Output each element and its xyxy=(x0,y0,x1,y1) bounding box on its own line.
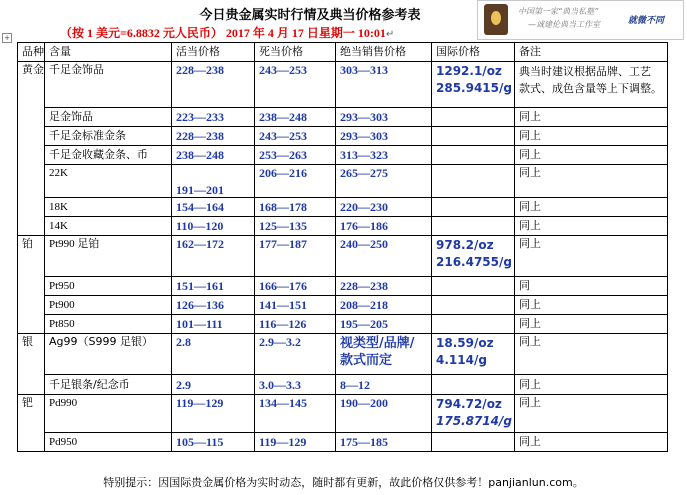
dead-price-cell: 243—253 xyxy=(255,62,336,108)
sale-price-cell: 176—186 xyxy=(336,217,432,236)
note-cell: 同上 xyxy=(515,146,668,165)
sale-price-cell: 195—205 xyxy=(336,315,432,334)
grade-cell: 千足金收藏金条、币 xyxy=(45,146,172,165)
sale-price-cell: 240—250 xyxy=(336,236,432,277)
grade-cell: 千足金饰品 xyxy=(45,62,172,108)
sale-price-cell: 190—200 xyxy=(336,395,432,433)
note-line-1: 典当时建议根据品牌、工艺 xyxy=(519,65,651,78)
intl-price-cell xyxy=(432,236,515,277)
grade-cell: 千足银条/纪念币 xyxy=(45,375,172,395)
table-row xyxy=(18,277,668,296)
intl-price-g: 216.4755/g xyxy=(436,255,512,269)
table-row xyxy=(18,108,668,127)
live-price-cell: 191—201 xyxy=(172,165,255,198)
note-cell: 同上 xyxy=(515,334,668,375)
dead-price-cell: 168—178 xyxy=(255,198,336,217)
note-cell: 同上 xyxy=(515,395,668,433)
studio-logo xyxy=(477,0,684,40)
table-row xyxy=(18,198,668,217)
sale-price-line-2: 款式而定 xyxy=(340,353,393,368)
dead-price-cell: 3.0—3.3 xyxy=(255,375,336,395)
note-cell: 同上 xyxy=(515,198,668,217)
grade-cell: Pt950 xyxy=(45,277,172,296)
live-price-cell: 119—129 xyxy=(172,395,255,433)
live-price-cell: 110—120 xyxy=(172,217,255,236)
live-price-cell: 126—136 xyxy=(172,296,255,315)
note-line-2: 款式、成色含量等上下调整。 xyxy=(519,82,662,95)
sale-price-cell: 293—303 xyxy=(336,108,432,127)
intl-price-g: 175.8714/g xyxy=(436,414,512,428)
sale-price-cell: 208—218 xyxy=(336,296,432,315)
header-kind: 品种 xyxy=(18,43,45,62)
table-move-handle-icon[interactable]: + xyxy=(2,33,12,43)
table-row xyxy=(18,236,668,277)
live-price-cell: 101—111 xyxy=(172,315,255,334)
table-row xyxy=(18,395,668,433)
header-grade: 含量 xyxy=(45,43,172,62)
grade-cell: 14K xyxy=(45,217,172,236)
grade-cell: Ag99（S999 足银） xyxy=(45,334,172,375)
live-price-cell: 228—238 xyxy=(172,62,255,108)
header-intl-price: 国际价格 xyxy=(432,43,515,62)
live-price-cell: 223—233 xyxy=(172,108,255,127)
live-price-cell: 2.9 xyxy=(172,375,255,395)
dead-price-cell: 243—253 xyxy=(255,127,336,146)
intl-price-oz: 1292.1/oz xyxy=(436,64,502,78)
disclaimer-footer: 特别提示：因国际贵金属价格为实时动态，随时都有更新，故此价格仅供参考！panjianlun.com。 xyxy=(103,476,584,489)
header-live-price: 活当价格 xyxy=(172,43,255,62)
live-price-cell: 228—238 xyxy=(172,127,255,146)
sale-price-cell: 8—12 xyxy=(336,375,432,395)
sale-price-line-1: 视类型/品牌/ xyxy=(340,336,415,351)
dead-price-cell: 166—176 xyxy=(255,277,336,296)
intl-price-g: 4.114/g xyxy=(436,353,487,367)
subtitle-text: （按 1 美元=6.8832 元人民币） 2017 年 4 月 17 日星期一 10:01 xyxy=(60,26,386,40)
intl-price-cell xyxy=(432,315,515,334)
live-price-cell: 2.8 xyxy=(172,334,255,375)
intl-price-oz: 18.59/oz xyxy=(436,336,494,350)
intl-price-cell xyxy=(432,277,515,296)
dead-price-cell: 119—129 xyxy=(255,433,336,452)
intl-price-cell xyxy=(432,433,515,452)
intl-price-cell xyxy=(432,334,515,375)
grade-cell: Pd990 xyxy=(45,395,172,433)
intl-price-cell xyxy=(432,165,515,198)
header-dead-price: 死当价格 xyxy=(255,43,336,62)
note-cell: 同上 xyxy=(515,315,668,334)
note-cell: 同上 xyxy=(515,217,668,236)
dead-price-cell: 206—216 xyxy=(255,165,336,198)
table-row xyxy=(18,296,668,315)
logo-line-1: 中国第一家“典当私塾” xyxy=(518,7,599,16)
table-row xyxy=(18,62,668,108)
grade-cell: 22K xyxy=(45,165,172,198)
live-price-cell: 105—115 xyxy=(172,433,255,452)
table-header-row xyxy=(18,43,668,62)
kind-platinum: 铂 xyxy=(18,236,45,334)
grade-cell: Pt990 足铂 xyxy=(45,236,172,277)
intl-price-cell xyxy=(432,198,515,217)
live-price-cell: 162—172 xyxy=(172,236,255,277)
intl-price-cell xyxy=(432,108,515,127)
note-cell: 同上 xyxy=(515,108,668,127)
table-row xyxy=(18,334,668,375)
intl-price-cell xyxy=(432,375,515,395)
grade-cell: 千足金标准金条 xyxy=(45,127,172,146)
grade-cell: Pd950 xyxy=(45,433,172,452)
intl-price-cell xyxy=(432,395,515,433)
note-cell xyxy=(515,62,668,108)
table-row xyxy=(18,315,668,334)
intl-price-cell xyxy=(432,146,515,165)
sale-price-cell: 303—313 xyxy=(336,62,432,108)
live-price-cell: 151—161 xyxy=(172,277,255,296)
grade-cell: 足金饰品 xyxy=(45,108,172,127)
intl-price-cell xyxy=(432,296,515,315)
intl-price-oz: 794.72/oz xyxy=(436,397,502,411)
table-row xyxy=(18,375,668,395)
note-cell: 同 xyxy=(515,277,668,296)
intl-price-oz: 978.2/oz xyxy=(436,238,494,252)
dead-price-cell: 2.9—3.2 xyxy=(255,334,336,375)
dead-price-cell: 238—248 xyxy=(255,108,336,127)
kind-silver: 银 xyxy=(18,334,45,395)
table-row xyxy=(18,146,668,165)
note-cell: 同上 xyxy=(515,165,668,198)
sale-price-cell: 220—230 xyxy=(336,198,432,217)
grade-cell: Pt850 xyxy=(45,315,172,334)
logo-emblem-icon xyxy=(484,4,508,35)
note-cell: 同上 xyxy=(515,296,668,315)
logo-line-3: 就微不同 xyxy=(628,16,665,26)
table-row xyxy=(18,433,668,452)
note-cell: 同上 xyxy=(515,236,668,277)
dead-price-cell: 141—151 xyxy=(255,296,336,315)
page-title: 今日贵金属实时行情及典当价格参考表 xyxy=(199,8,421,23)
header-sale-price: 绝当销售价格 xyxy=(336,43,432,62)
note-cell: 同上 xyxy=(515,433,668,452)
dead-price-cell: 134—145 xyxy=(255,395,336,433)
dead-price-cell: 253—263 xyxy=(255,146,336,165)
header-note: 备注 xyxy=(515,43,668,62)
kind-gold: 黄金 xyxy=(18,62,45,236)
exchange-rate-date xyxy=(60,24,394,41)
logo-line-2: —诚建伦典当工作室 xyxy=(528,20,600,29)
intl-price-cell xyxy=(432,127,515,146)
intl-price-cell xyxy=(432,62,515,108)
kind-palladium: 钯 xyxy=(18,395,45,452)
grade-cell: Pt900 xyxy=(45,296,172,315)
note-cell: 同上 xyxy=(515,127,668,146)
dead-price-cell: 125—135 xyxy=(255,217,336,236)
paragraph-mark-icon: ↵ xyxy=(385,29,395,40)
dead-price-cell: 177—187 xyxy=(255,236,336,277)
intl-price-cell xyxy=(432,217,515,236)
sale-price-cell: 175—185 xyxy=(336,433,432,452)
sale-price-cell: 265—275 xyxy=(336,165,432,198)
sale-price-cell: 293—303 xyxy=(336,127,432,146)
grade-cell: 18K xyxy=(45,198,172,217)
table-row xyxy=(18,165,668,198)
live-price-cell: 154—164 xyxy=(172,198,255,217)
sale-price-cell: 228—238 xyxy=(336,277,432,296)
dead-price-cell: 116—126 xyxy=(255,315,336,334)
table-row xyxy=(18,127,668,146)
note-cell: 同上 xyxy=(515,375,668,395)
intl-price-g: 285.9415/g xyxy=(436,81,512,95)
price-table xyxy=(17,42,668,452)
live-price-cell: 238—248 xyxy=(172,146,255,165)
sale-price-cell xyxy=(336,334,432,375)
table-row xyxy=(18,217,668,236)
sale-price-cell: 313—323 xyxy=(336,146,432,165)
